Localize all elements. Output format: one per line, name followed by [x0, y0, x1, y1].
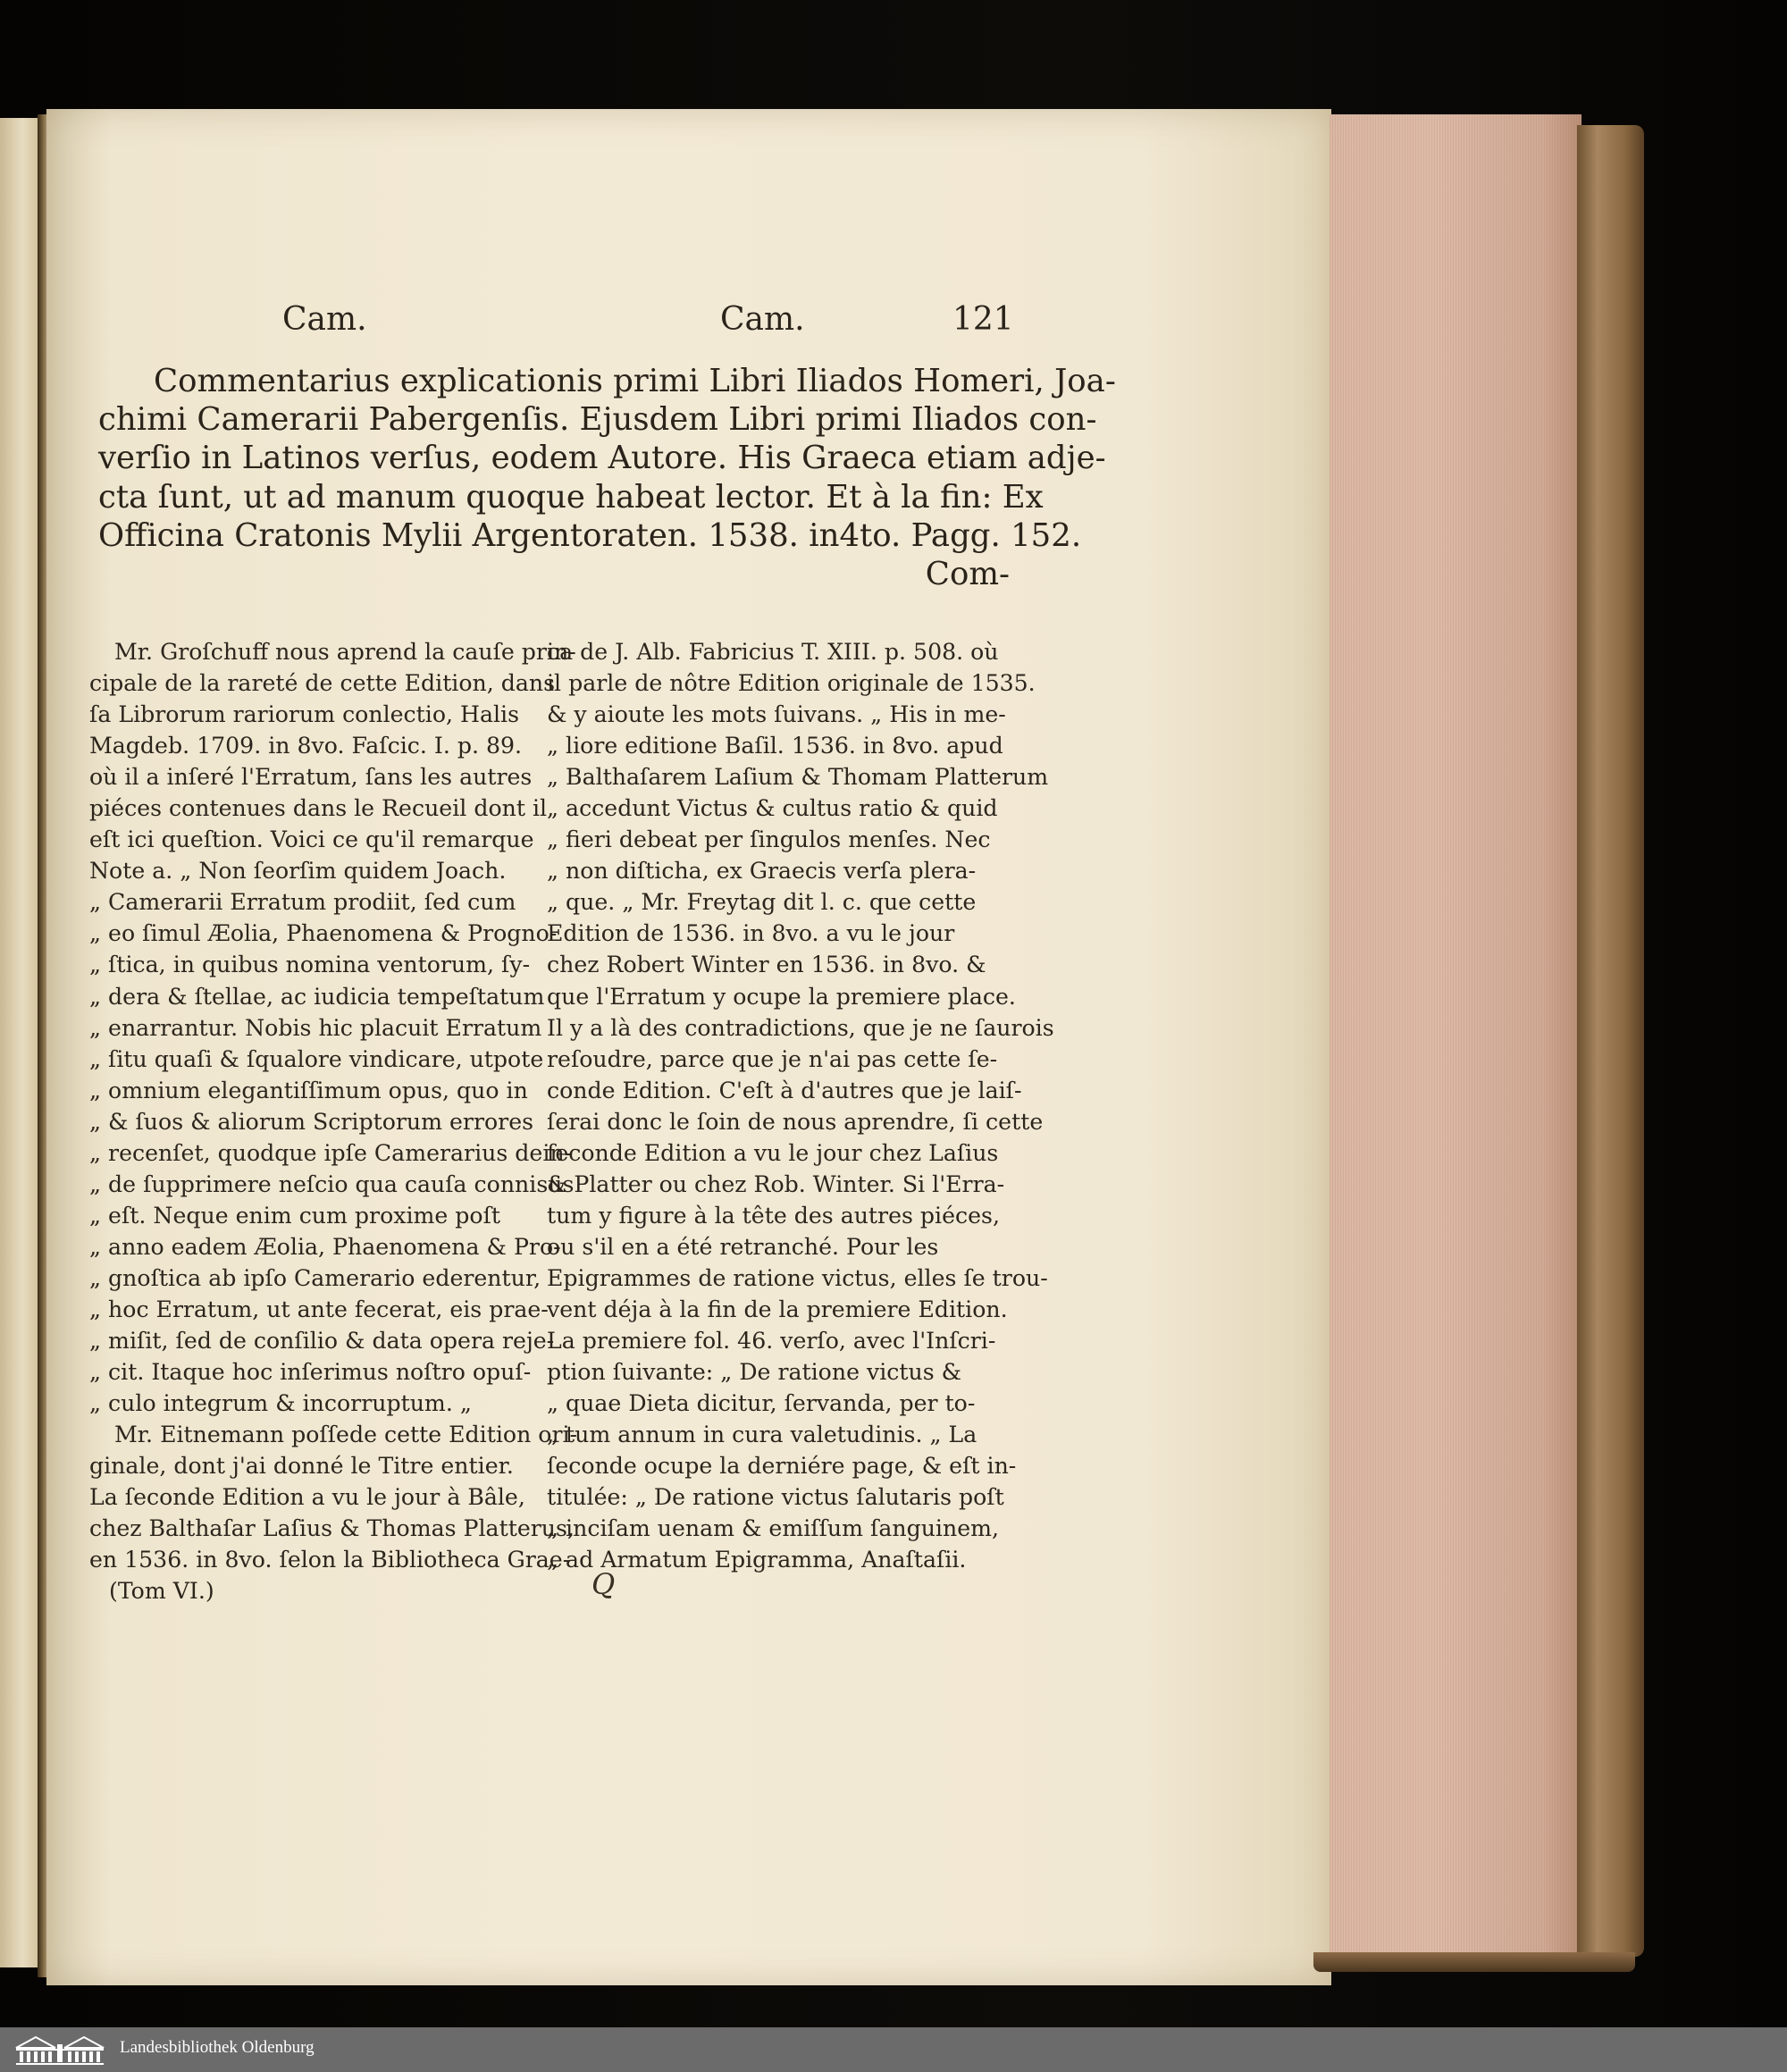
left-column — [89, 636, 578, 1606]
column-line: ſerai donc le ſoin de nous aprendre, ſi cette — [547, 1108, 1044, 1135]
column-line: où il a inſeré l'Erratum, ſans les autres — [89, 764, 533, 791]
column-line: chez Robert Winter en 1536. in 8vo. & — [547, 952, 986, 978]
column-line: „ Camerarii Erratum prodiit, ſed cum — [89, 889, 516, 916]
entry-line: Commentarius explicationis primi Libri Iliados Homeri, Joa- — [154, 363, 1116, 399]
column-line: „ enarrantur. Nobis hic placuit Erratum — [89, 1014, 542, 1041]
running-head-left: Cam. — [282, 301, 367, 338]
entry-line: Officina Cratonis Mylii Argentoraten. 1538. in4to. Pagg. 152. — [98, 516, 1082, 554]
column-line: Il y a là des contradictions, que je ne ſaurois — [547, 1014, 1054, 1041]
column-line: reſoudre, parce que je n'ai pas cette ſe- — [547, 1045, 998, 1072]
column-line: „ miſit, ſed de conſilio & data opera reje- — [89, 1328, 555, 1355]
column-line: chez Balthaſar Laſius & Thomas Platterus, — [89, 1515, 575, 1542]
column-line: „ eſt. Neque enim cum proxime poſt — [89, 1202, 501, 1229]
entry-line: verſio in Latinos verſus, eodem Autore. His Graeca etiam adje- — [98, 440, 1106, 477]
column-line: „ accedunt Victus & cultus ratio & quid — [547, 795, 998, 822]
adjacent-left-page — [0, 118, 40, 1967]
page-number: 121 — [952, 301, 1014, 338]
entry-line: chimi Camerarii Pabergenſis. Ejusdem Libri primi Iliados con- — [98, 401, 1097, 439]
footer-library-name: Landesbibliothek Oldenburg — [120, 2038, 315, 2057]
book-cover-edge — [1577, 125, 1644, 1957]
column-line: „ non diſticha, ex Graecis verſa plera- — [547, 858, 977, 885]
column-line: Edition de 1536. in 8vo. a vu le jour — [547, 920, 955, 947]
column-line: „ omnium elegantiſſimum opus, quo in — [89, 1077, 528, 1103]
column-line: „ fieri debeat per ſingulos menſes. Nec — [547, 826, 991, 853]
column-line: Epigrammes de ratione victus, elles ſe trou- — [547, 1264, 1048, 1291]
column-line: Note a. „ Non ſeorſim quidem Joach. — [89, 858, 507, 885]
column-line: ou s'il en a été retranché. Pour les — [547, 1233, 939, 1260]
column-line: ſeconde Edition a vu le jour chez Laſius — [547, 1139, 999, 1166]
column-line: „ culo integrum & incorruptum. „ — [89, 1390, 472, 1417]
column-line: conde Edition. C'eſt à d'autres que je laiſ- — [547, 1077, 1022, 1103]
column-line: ſeconde ocupe la derniére page, & eſt in- — [547, 1453, 1017, 1480]
column-line: „ ſitu quaſi & ſqualore vindicare, utpote — [89, 1045, 544, 1072]
page-fore-edge — [1330, 114, 1581, 1959]
column-line: „ hoc Erratum, ut ante fecerat, eis prae- — [89, 1296, 549, 1322]
right-column — [547, 636, 1054, 1575]
column-line: ca de J. Alb. Fabricius T. XIII. p. 508. où — [547, 639, 999, 665]
entry-line: cta ſunt, ut ad manum quoque habeat lector. Et à la fin: Ex — [98, 478, 1044, 516]
column-line: „ gnoſtica ab ipſo Camerario ederentur, — [89, 1264, 541, 1291]
entry-catchword: Com- — [925, 556, 1010, 593]
entry-block — [98, 362, 1116, 593]
column-line: titulée: „ De ratione victus ſalutaris poſt — [547, 1484, 1004, 1511]
column-line: & y aioute les mots ſuivans. „ His in me- — [547, 701, 1006, 728]
library-building-icon — [13, 2032, 107, 2068]
column-line: Mr. Eitnemann poſſede cette Edition ori- — [114, 1422, 578, 1448]
column-line: Magdeb. 1709. in 8vo. Faſcic. I. p. 89. — [89, 733, 523, 759]
column-line: ption ſuivante: „ De ratione victus & — [547, 1359, 962, 1386]
column-line: „ ad Armatum Epigramma, Anaſtaſii. — [547, 1547, 967, 1573]
column-line: „ inciſam uenam & emiſſum ſanguinem, — [547, 1515, 999, 1542]
column-line: „ dera & ſtellae, ac iudicia tempeſtatum — [89, 983, 545, 1010]
column-line: „ de ſupprimere neſcio qua cauſa connisus — [89, 1170, 575, 1197]
column-line: tum y figure à la tête des autres piéces, — [547, 1202, 1000, 1229]
column-line: en 1536. in 8vo. ſelon la Bibliotheca Grae- — [89, 1547, 571, 1573]
column-line: ginale, dont j'ai donné le Titre entier. — [89, 1453, 514, 1480]
column-line: „ Balthaſarem Laſium & Thomam Platterum — [547, 764, 1049, 791]
column-line: eſt ici queſtion. Voici ce qu'il remarque — [89, 826, 534, 853]
column-line: La ſeconde Edition a vu le jour à Bâle, — [89, 1484, 525, 1511]
column-line: La premiere fol. 46. verſo, avec l'Inſcri- — [547, 1328, 996, 1355]
volume-signature: (Tom VI.) — [109, 1578, 214, 1605]
column-line: cipale de la rareté de cette Edition, dans — [89, 670, 556, 697]
column-line: ſa Librorum rariorum conlectio, Halis — [89, 701, 520, 728]
column-line: „ anno eadem Æolia, Phaenomena & Pro- — [89, 1233, 561, 1260]
column-line: Mr. Groſchuff nous aprend la cauſe prin- — [114, 639, 576, 665]
column-line: „ tum annum in cura valetudinis. „ La — [547, 1422, 977, 1448]
running-head-center: Cam. — [720, 301, 805, 338]
column-line: „ recenſet, quodque ipſe Camerarius dein- — [89, 1139, 573, 1166]
footer-bar — [0, 2027, 1787, 2072]
column-line: & Platter ou chez Rob. Winter. Si l'Erra- — [547, 1170, 1005, 1197]
column-line: il parle de nôtre Edition originale de 1535. — [547, 670, 1036, 697]
column-line: „ & ſuos & aliorum Scriptorum errores — [89, 1108, 534, 1135]
column-line: „ quae Dieta dicitur, ſervanda, per to- — [547, 1390, 976, 1417]
column-line: „ liore editione Baſil. 1536. in 8vo. apud — [547, 733, 1003, 759]
column-line: „ ſtica, in quibus nomina ventorum, ſy- — [89, 952, 531, 978]
column-line: „ cit. Itaque hoc inſerimus noſtro opuſ- — [89, 1359, 532, 1386]
column-line: „ que. „ Mr. Freytag dit l. c. que cette — [547, 889, 977, 916]
book-cover-bottom — [1313, 1952, 1635, 1972]
column-line: vent déja à la fin de la premiere Edition. — [547, 1296, 1008, 1322]
column-line: que l'Erratum y ocupe la premiere place. — [547, 983, 1016, 1010]
column-line: „ eo ſimul Æolia, Phaenomena & Progno- — [89, 920, 558, 947]
column-line: piéces contenues dans le Recueil dont il — [89, 795, 548, 822]
gathering-signature: Q — [591, 1567, 616, 1601]
